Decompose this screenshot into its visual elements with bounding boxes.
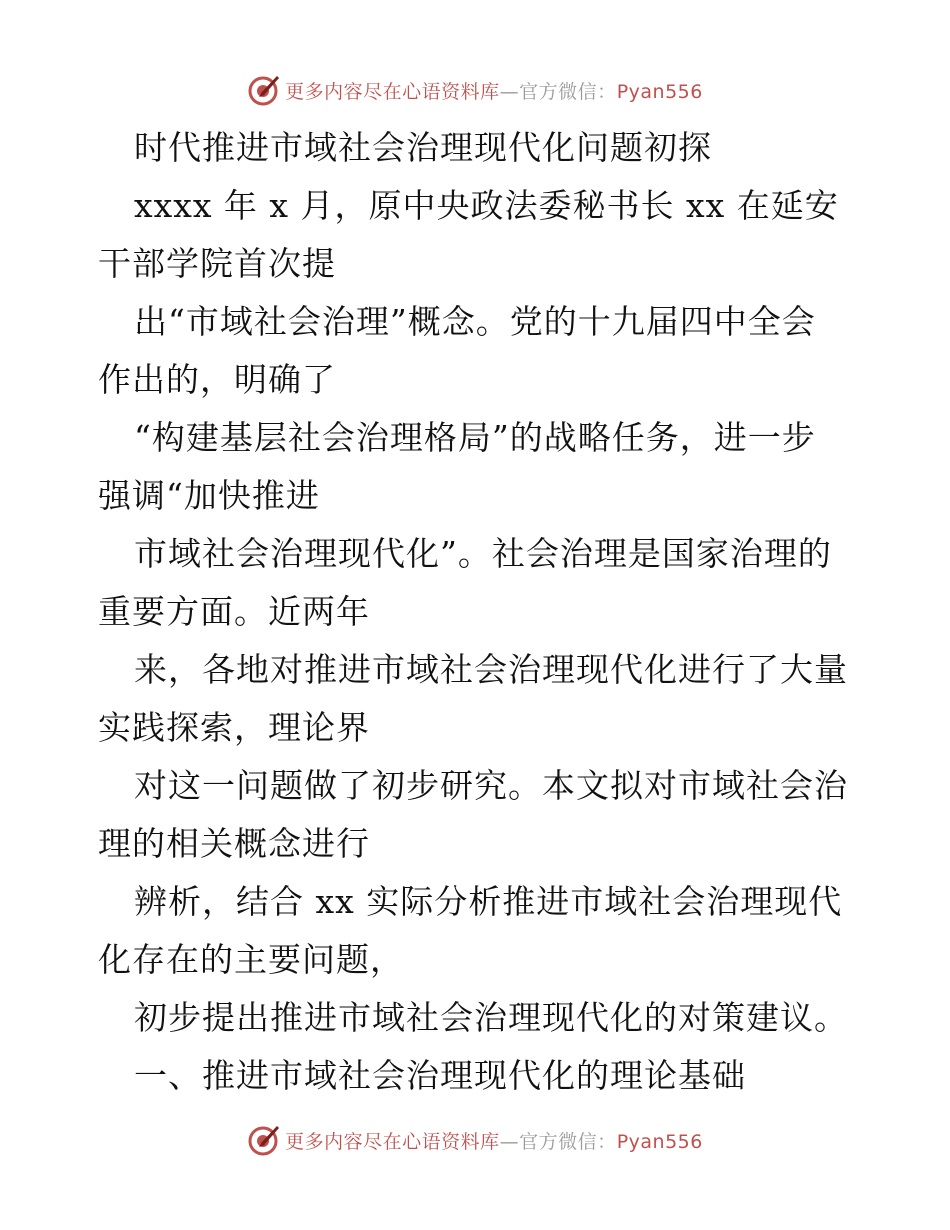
banner-text-mid: —官方微信： bbox=[499, 80, 617, 103]
paragraph-line: 干部学院首次提 bbox=[98, 244, 336, 283]
quill-pen-circle-icon bbox=[247, 73, 281, 107]
paragraph-line: 重要方面。近两年 bbox=[98, 592, 370, 631]
banner-text-main: 更多内容尽在心语资料库 bbox=[285, 80, 500, 103]
banner-wechat-id: Pyan556 bbox=[616, 80, 703, 103]
paragraph-line: 市域社会治理现代化”。社会治理是国家治理的 bbox=[134, 534, 832, 573]
paragraph-line: 初步提出推进市域社会治理现代化的对策建议。 bbox=[134, 998, 848, 1037]
paragraph-line: “构建基层社会治理格局”的战略任务，进一步 bbox=[134, 418, 816, 457]
header-banner bbox=[0, 70, 950, 110]
banner-text bbox=[285, 1127, 703, 1154]
section-heading: 一、推进市域社会治理现代化的理论基础 bbox=[134, 1056, 746, 1095]
paragraph-line: 强调“加快推进 bbox=[98, 476, 320, 515]
footer-banner bbox=[0, 1120, 950, 1160]
paragraph-line: 对这一问题做了初步研究。本文拟对市域社会治 bbox=[134, 766, 848, 805]
paragraph-line: 化存在的主要问题， bbox=[98, 940, 404, 979]
paragraph-line: 作出的，明确了 bbox=[98, 360, 336, 399]
banner-wechat-id: Pyan556 bbox=[616, 1130, 703, 1153]
banner-text-main: 更多内容尽在心语资料库 bbox=[285, 1130, 500, 1153]
banner-text-mid: —官方微信： bbox=[499, 1130, 617, 1153]
banner-text bbox=[285, 77, 703, 104]
paragraph-line: 实践探索，理论界 bbox=[98, 708, 370, 747]
document-title-line: 时代推进市域社会治理现代化问题初探 bbox=[134, 128, 712, 167]
paragraph-line: 来，各地对推进市域社会治理现代化进行了大量 bbox=[134, 650, 848, 689]
paragraph-line: 理的相关概念进行 bbox=[98, 824, 370, 863]
paragraph-line: xxxx 年 x 月，原中央政法委秘书长 xx 在延安 bbox=[134, 186, 839, 225]
quill-pen-circle-icon bbox=[247, 1123, 281, 1157]
paragraph-line: 辨析，结合 xx 实际分析推进市域社会治理现代 bbox=[134, 882, 843, 921]
paragraph-line: 出“市域社会治理”概念。党的十九届四中全会 bbox=[134, 302, 816, 341]
